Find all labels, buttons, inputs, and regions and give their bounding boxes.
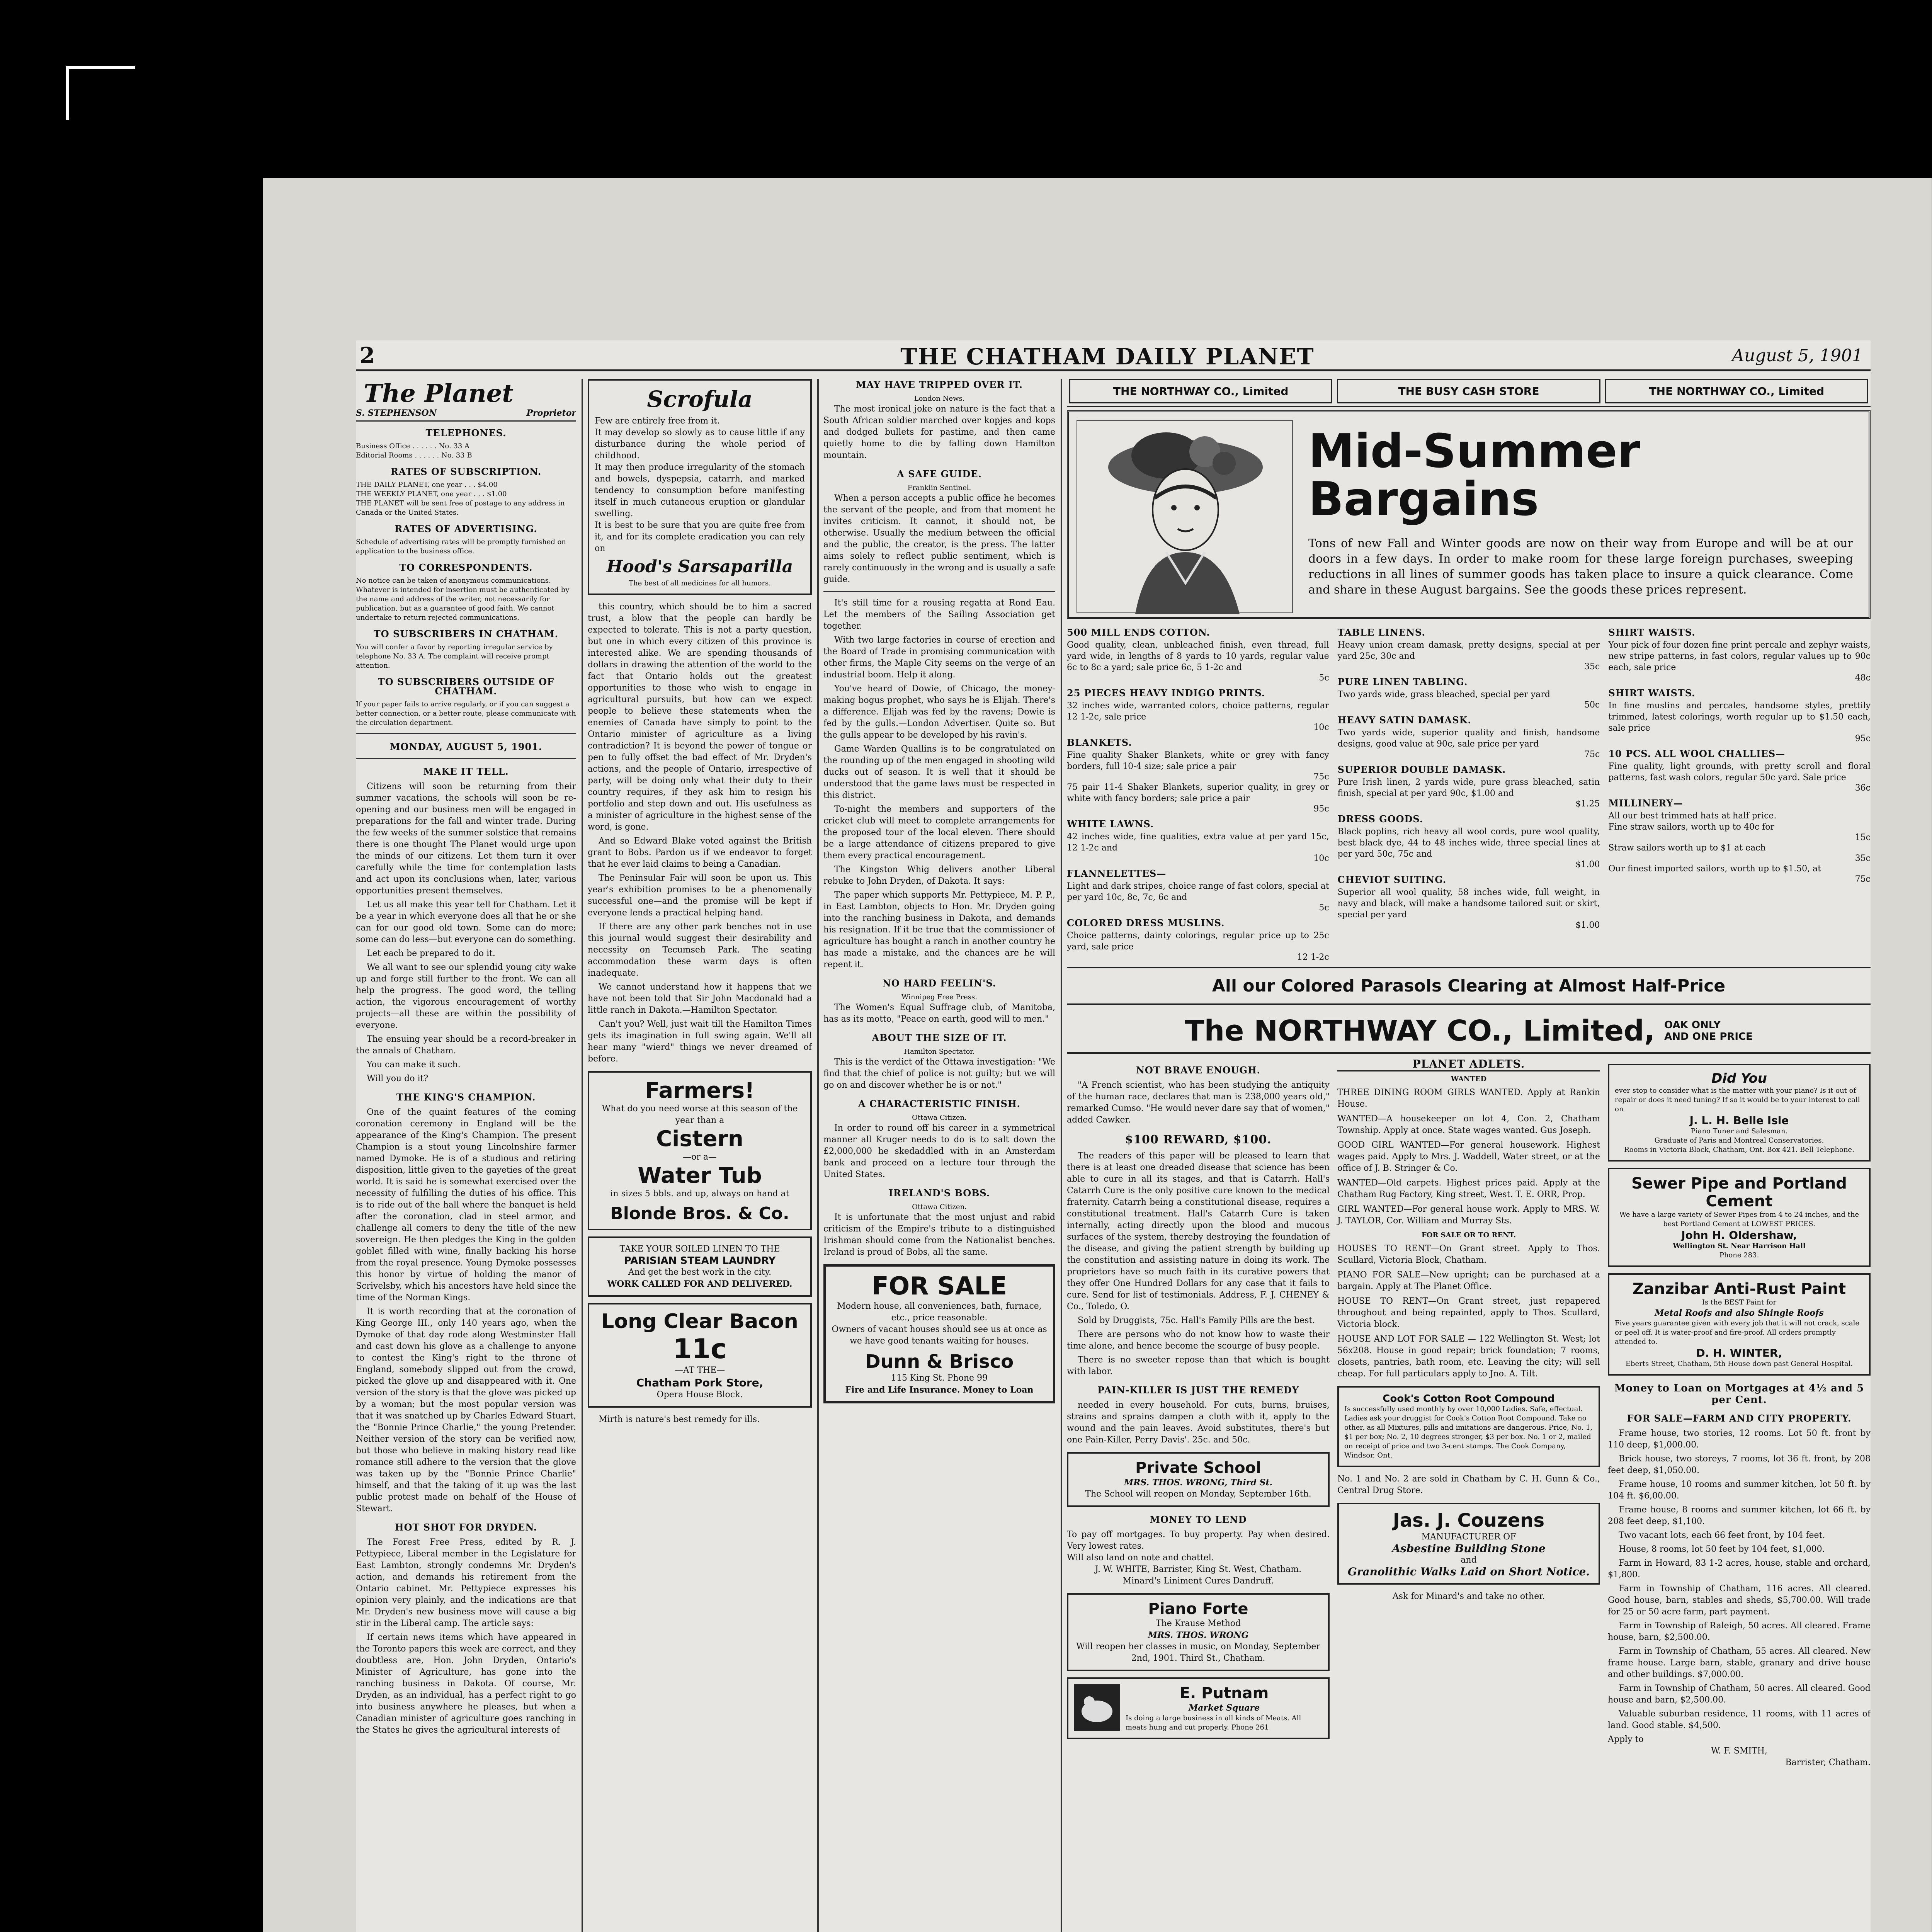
item-text: Good quality, clean, unbleached finish, even thread, full yard wide, in lengths of 8 yards to 10 yards, regular value 6c to 8c a yard; sale price 6c, 5 1-2c and: [1067, 640, 1329, 672]
divider: [823, 591, 1055, 592]
article-paragraph: It is unfortunate that the most unjust and rabid criticism of the Empire's tribute to a distinguished Irishman should come from the Nationalist benches. Ireland is proud of Bobs, all the same.: [823, 1213, 1055, 1257]
article-paragraph: If certain news items which have appeared in the Toronto papers this week are correct, and they doubtless are, Hon. John Dryden, Ontario's Minister of Agriculture, has gone into the ranching business in Dakota. Of course, Mr. Dryden, as an individual, has a perfect right to go into business anywhere he pleases, but when a Canadian minister of agriculture goes ranching in the States he gives the agricultural interests of: [356, 1633, 576, 1735]
article-heading: FOR SALE—FARM AND CITY PROPERTY.: [1627, 1413, 1852, 1424]
telephones-heading: TELEPHONES.: [425, 427, 507, 439]
crop-mark-top-left: [66, 66, 135, 120]
column-rule: [1061, 379, 1062, 1932]
item-price: 10c: [1313, 723, 1329, 732]
sewer-pipe-ad: [1608, 1168, 1871, 1267]
ad-text: Rooms in Victoria Block, Chatham, Ont. Box 421. Bell Telephone.: [1624, 1146, 1854, 1154]
item-price: 35c: [1855, 854, 1871, 863]
ad-text: Market Square: [1188, 1703, 1260, 1713]
article-paragraph: Will you do it?: [367, 1074, 429, 1083]
article-paragraph: To-night the members and supporters of the cricket club will meet to complete arrangements for the proposed tour of the local eleven. There should be a large attendance of citizens prepared to give them every practical encouragement.: [823, 804, 1055, 861]
article-paragraph: This is the verdict of the Ottawa investigation: "We find that the chief of police is not guilty; but we will go on and discover whether he is or not.": [823, 1057, 1055, 1090]
item-text: 32 inches wide, warranted colors, choice patterns, regular 12 1-2c, sale price: [1067, 701, 1329, 722]
column-three: [823, 379, 1055, 1932]
ad-text: To pay off mortgages. To buy property. Pay when desired. Very lowest rates.: [1067, 1530, 1330, 1551]
putnam-text: [1126, 1684, 1323, 1732]
item-price: 75c: [1584, 750, 1600, 759]
column-editorial: [356, 379, 576, 1932]
northway-tagline: [1664, 1019, 1753, 1043]
ad-text: Metal Roofs and also Shingle Roofs: [1655, 1308, 1824, 1318]
ad-text: TAKE YOUR SOILED LINEN TO THE: [619, 1244, 780, 1254]
adlets-subheading: WANTED: [1451, 1075, 1487, 1083]
article-source: Franklin Sentinel.: [907, 484, 971, 492]
ad-text: Modern house, all conveniences, bath, furnace, etc., price reasonable.: [837, 1301, 1042, 1323]
ad-text: It may develop so slowly as to cause little if any disturbance during the whole period of childhood.: [595, 428, 805, 461]
item-price: 95c: [1313, 804, 1329, 814]
item-heading: 500 MILL ENDS COTTON.: [1067, 627, 1210, 638]
ad-title: Long Clear Bacon: [601, 1310, 798, 1333]
ad-text: J. W. WHITE, Barrister, King St. West, Chatham.: [1095, 1565, 1302, 1574]
adlet: GIRL WANTED—For general house work. Apply to MRS. W. J. TAYLOR, Cor. William and Murray Sts.: [1337, 1204, 1600, 1226]
ad-text: ever stop to consider what is the matter with your piano? Is it out of repair or does it need tuning? If so it would be to your interest to call on: [1615, 1087, 1860, 1113]
ad-text: Is doing a large business in all kinds of Meats. All meats hung and cut properly. Phone 261: [1126, 1714, 1301, 1731]
property-listing: Brick house, two storeys, 7 rooms, lot 36 ft. front, by 208 feet deep, $1,050.00.: [1608, 1454, 1871, 1475]
item-text: Light and dark stripes, choice range of fast colors, special at per yard 10c, 8c, 7c, 6c and: [1067, 881, 1329, 902]
article-paragraph: The readers of this paper will be pleased to learn that there is at least one dreaded disease that science has been able to cure in all its stages, and that is Catarrh. Hall's Catarrh Cure is the only positive cure known to the medical fraternity. Catarrh being a constitutional disease, requires a constitutional treatment. Hall's Catarrh Cure is taken internally, acting directly upon the blood and mucous surfaces of the system, thereby destroying the foundation of the disease, and giving the patient strength by building up the constitution and assisting nature in doing its work. The proprietors have so much faith in its curative powers that they offer One Hundred Dollars for any case that it fails to cure. Send for list of testimonials. Address, F. J. CHENEY & Co., Toledo, O.: [1067, 1151, 1330, 1311]
tel-editorial: Editorial Rooms . . . . . . No. 33 B: [356, 451, 472, 459]
article-paragraph: With two large factories in course of erection and the Board of Trade in promising communication with other firms, the Maple City seems on the verge of an industrial boom. Help it along.: [823, 635, 1055, 680]
publisher-name: S. STEPHENSON: [356, 408, 437, 418]
article-heading: Money to Loan on Mortgages at 4½ and 5 per Cent.: [1614, 1383, 1864, 1406]
article-paragraph: And so Edward Blake voted against the British grant to Bobs. Pardon us if we endeavor to forget that he ever laid claims to being a Canadian.: [588, 836, 812, 869]
article-paragraph: Sold by Druggists, 75c. Hall's Family Pills are the best.: [1078, 1316, 1315, 1325]
article-paragraph: Citizens will soon be returning from their summer vacations, the schools will soon be re-opening and our business men will be engaged in preparations for the fall and winter trade. During the few weeks of the summer solstice that remains there is one thought The Planet would urge upon the minds of our citizens. Let them turn it over carefully while the time for contemplation lasts and act upon its conclusions when, later, various opportunities present themselves.: [356, 782, 576, 896]
correspondents-note: No notice can be taken of anonymous communications. Whatever is intended for insertion must be authenticated by the name and address of the writer, not necessarily for publication, but as a guarantee of good faith. We cannot undertake to return rejected communications.: [356, 577, 570, 622]
ad-title: Zanzibar Anti-Rust Paint: [1632, 1280, 1846, 1298]
property-listing: Farm in Township of Raleigh, 50 acres. All cleared. Frame house, barn, $2,500.00.: [1608, 1621, 1871, 1642]
item-price: 5c: [1319, 903, 1329, 913]
article-paragraph: We all want to see our splendid young city wake up and forge still further to the front. We can all help the progress. The good word, the telling action, the vigorous encouragement of worthy projects—all these are within the possibility of everyone.: [356, 963, 576, 1030]
correspondents-heading: TO CORRESPONDENTS.: [399, 562, 533, 573]
ad-company: D. H. WINTER,: [1696, 1347, 1782, 1359]
item-heading: 25 PIECES HEAVY INDIGO PRINTS.: [1067, 687, 1265, 699]
article-heading: MONEY TO LEND: [1150, 1514, 1247, 1525]
laundry-ad: [588, 1236, 812, 1297]
item-text: Two yards wide, grass bleached, special per yard: [1337, 690, 1550, 699]
ad-title: Jas. J. Couzens: [1393, 1510, 1545, 1531]
adlet: HOUSE AND LOT FOR SALE — 122 Wellington St. West; lot 56x208. House in good repair; brick foundation; 7 rooms, closets, pantries, bath room, etc. Leaving the city; will sell cheap. For full particulars apply to Jno. A. Tilt.: [1337, 1334, 1600, 1379]
ad-text: 115 King St. Phone 99: [891, 1373, 988, 1383]
article-paragraph: "A French scientist, who has been studying the antiquity of the human race, declares that man is 238,000 years old," remarked Cumso. "He would never dare say that of women," added Cawker.: [1067, 1080, 1330, 1125]
bargain-column: [1338, 622, 1600, 962]
ad-text: We have a large variety of Sewer Pipes from 4 to 24 inches, and the best Portland Cement at LOWEST PRICES.: [1619, 1211, 1859, 1228]
bargain-column: [1067, 622, 1329, 962]
outside-subscribers-note: If your paper fails to arrive regularly, or if you can suggest a better connection, or a better route, please communicate with the circulation department.: [356, 700, 576, 727]
item-text: Heavy union cream damask, pretty designs, special at per yard 25c, 30c and: [1337, 640, 1600, 661]
adlet: THREE DINING ROOM GIRLS WANTED. Apply at Rankin House.: [1337, 1088, 1600, 1109]
adlet: WANTED—A housekeeper on lot 4, Con. 2, Chatham Township. Apply at once. State wages wanted. Gus Joseph.: [1337, 1114, 1600, 1135]
item-text: 75 pair 11-4 Shaker Blankets, superior quality, in grey or white with fancy borders; sale price a pair: [1067, 782, 1329, 803]
item-text: Fine straw sailors, worth up to 40c for: [1608, 822, 1775, 832]
for-sale-ad: [823, 1264, 1055, 1403]
divider: [356, 733, 576, 734]
paper-name: The Planet: [364, 379, 514, 408]
parasols-banner: All our Colored Parasols Clearing at Almost Half-Price: [1067, 967, 1871, 1005]
item-heading: CHEVIOT SUITING.: [1337, 874, 1447, 885]
ad-text: Wellington St. Near Harrison Hall: [1673, 1242, 1806, 1250]
article-paragraph: The Forest Free Press, edited by R. J. Pettypiece, Liberal member in the Legislature for East Lambton, strongly condemns Mr. Dryden's action, and demands his retirement from the Ontario cabinet. Mr. Pettypiece expresses his opinion very plainly, and the indications are that Mr. Dryden's new business move will cause a big stir in the Liberal camp. The article says:: [356, 1537, 576, 1628]
article-source: Ottawa Citizen.: [912, 1203, 967, 1211]
northway-tab: THE BUSY CASH STORE: [1337, 379, 1600, 403]
lower-columns: [1067, 1058, 1871, 1769]
putnam-ad: [1067, 1677, 1330, 1739]
northway-header: [1067, 379, 1871, 407]
item-price: 48c: [1855, 673, 1871, 683]
zanzibar-ad: [1608, 1273, 1871, 1376]
property-listing: Frame house, 10 rooms and summer kitchen, lot 50 ft. by 104 ft. $6,00.00.: [1608, 1480, 1871, 1501]
newspaper-title: THE CHATHAM DAILY PLANET: [900, 344, 1315, 370]
adlet: WANTED—Old carpets. Highest prices paid. Apply at the Chatham Rug Factory, King street, West. T. E. ORR, Prop.: [1337, 1178, 1600, 1199]
adlet: HOUSES TO RENT—On Grant street. Apply to Thos. Scullard, Victoria Block, Chatham.: [1337, 1244, 1600, 1265]
property-listing: Frame house, 8 rooms and summer kitchen, lot 66 ft. by 208 feet deep, $1,100.: [1608, 1505, 1871, 1526]
ad-text: It may then produce irregularity of the stomach and bowels, dyspepsia, catarrh, and marked tendency to consumption before manifesting itself in much cutaneous eruption or glandular swelling.: [595, 463, 805, 519]
article-paragraph: It is worth recording that at the coronation of King George III., only 140 years ago, when the Dymoke of that day rode along Westminster Hall and cast down his glove as a challenge to anyone to contest the King's right to the throne of England, somebody slipped out from the crowd, picked the glove up and disappeared with it. One version of the story is that the glove was picked up by a woman; but the most popular version was that it was snatched up by Charles Edward Stuart, the "Bonnie Prince Charlie," the young Pretender. Neither version of the story can be verified now, but those who believe in making history read like romance still adhere to the version that the glove was taken up by the "Bonnie Prince Charlie" himself, and that the taking of it up was the last public protest made on behalf of the House of Stewart.: [356, 1307, 576, 1514]
ad-product: Hood's Sarsaparilla: [606, 557, 793, 577]
ad-text: Phone 283.: [1719, 1251, 1759, 1259]
item-heading: FLANNELETTES—: [1067, 868, 1167, 879]
article-heading: NOT BRAVE ENOUGH.: [1136, 1065, 1261, 1076]
ad-price: 11c: [673, 1333, 727, 1365]
item-text: Black poplins, rich heavy all wool cords, pure wool quality, best black dye, 44 to 48 inches wide, three special lines at per yard 50c, 75c and: [1337, 827, 1600, 859]
ad-text: Is successfully used monthly by over 10,000 Ladies. Safe, effectual. Ladies ask your druggist for Cook's Cotton Root Compound. Take no other, as all Mixtures, pills and imitations are dangerous. Price, No. 1, $1 per box; No. 2, 10 degrees stronger, $3 per box. No. 1 or 2, mailed on receipt of price and two 3-cent stamps. The Cook Company, Windsor, Ont.: [1344, 1405, 1593, 1459]
item-text: All our best trimmed hats at half price.: [1608, 811, 1777, 821]
lower-column-adlets: [1337, 1058, 1600, 1769]
ad-text: Owners of vacant houses should see us at once as we have good tenants waiting for houses.: [832, 1325, 1047, 1346]
ad-company: PARISIAN STEAM LAUNDRY: [624, 1255, 776, 1267]
item-text: Superior all wool quality, 58 inches wide, full weight, in navy and black, will make a handsome tailored suit or skirt, special per yard: [1337, 888, 1600, 920]
northway-name: The NORTHWAY CO., Limited,: [1185, 1014, 1655, 1048]
article-heading: A CHARACTERISTIC FINISH.: [858, 1098, 1021, 1109]
property-listing: Farm in Howard, 83 1-2 acres, house, stable and orchard, $1,800.: [1608, 1558, 1871, 1580]
couzens-ad: [1337, 1503, 1600, 1585]
item-heading: HEAVY SATIN DAMASK.: [1337, 714, 1471, 726]
adlets-heading: PLANET ADLETS.: [1337, 1058, 1600, 1071]
ad-text: WORK CALLED FOR AND DELIVERED.: [607, 1279, 793, 1289]
item-text: Two yards wide, superior quality and finish, handsome designs, good value at 90c, sale price per yard: [1337, 728, 1600, 749]
item-heading: COLORED DRESS MUSLINS.: [1067, 917, 1225, 929]
column-rule: [817, 379, 819, 1932]
item-price: 50c: [1584, 700, 1600, 710]
ad-company: Chatham Pork Store,: [636, 1376, 764, 1389]
ad-product: Cistern: [656, 1126, 743, 1151]
newspaper-page: [356, 340, 1871, 1932]
adlet: GOOD GIRL WANTED—For general housework. Highest wages paid. Apply to Mrs. J. Waddell, Water street, or at the office of J. B. Stringer & Co.: [1337, 1140, 1600, 1173]
ad-title: E. Putnam: [1179, 1684, 1269, 1702]
ad-text: —or a—: [683, 1152, 717, 1162]
publisher-line: [356, 408, 576, 422]
ad-company: Dunn & Brisco: [865, 1351, 1014, 1372]
item-price: 15c: [1855, 833, 1871, 842]
item-price: $1.00: [1575, 860, 1600, 869]
lower-column-property: [1608, 1058, 1871, 1769]
farmers-ad: [588, 1071, 812, 1230]
article-paragraph: The Women's Equal Suffrage club, of Manitoba, has as its motto, "Peace on earth, good will to men.": [823, 1003, 1055, 1024]
item-text: Pure Irish linen, 2 yards wide, pure grass bleached, satin finish, special at per yard 90c, $1.00 and: [1337, 777, 1600, 798]
item-price: 5c: [1319, 673, 1329, 683]
property-listing: Farm in Township of Chatham, 116 acres. All cleared. Good house, barn, stables and sheds, $5,700.00. Will trade for 25 or 50 acre farm, part payment.: [1608, 1584, 1871, 1617]
article-paragraph: needed in every household. For cuts, burns, bruises, strains and sprains dampen a cloth with it, apply to the wound and the pain leaves. Avoid substitutes, there's but one Pain-Killer, Perry Davis'. 25c. and 50c.: [1067, 1400, 1330, 1445]
adlets-subheading: FOR SALE OR TO RENT.: [1421, 1231, 1516, 1239]
property-contact: W. F. SMITH,: [1711, 1746, 1767, 1756]
dateline: MONDAY, AUGUST 5, 1901.: [389, 741, 543, 752]
ad-text: It is best to be sure that you are quite free from it, and for its complete eradication you can rely on: [595, 520, 805, 553]
ad-text: MANUFACTURER OF: [1421, 1532, 1516, 1542]
article-paragraph: There are persons who do not know how to waste their time alone, and hence become the scourge of busy people.: [1067, 1330, 1330, 1351]
property-listing: House, 8 rooms, lot 50 feet by 104 feet, $1,000.: [1619, 1544, 1825, 1554]
ad-product: Water Tub: [638, 1163, 762, 1188]
ad-text: —AT THE—: [674, 1366, 725, 1375]
ad-text: Granolithic Walks Laid on Short Notice.: [1347, 1565, 1590, 1578]
article-paragraph: It's still time for a rousing regatta at Rond Eau. Let the members of the Sailing Association get together.: [823, 598, 1055, 631]
item-heading: MILLINERY—: [1608, 798, 1683, 809]
article-paragraph: The ensuing year should be a record-breaker in the annals of Chatham.: [356, 1034, 576, 1056]
advertising-note: Schedule of advertising rates will be promptly furnished on application to the business office.: [356, 538, 566, 555]
rates-note: THE PLANET will be sent free of postage to any address in Canada or the United States.: [356, 499, 565, 517]
midsummer-title: Mid-Summer Bargains: [1308, 425, 1640, 526]
ad-text: MRS. THOS. WRONG, Third St.: [1124, 1478, 1273, 1488]
ad-text: Eberts Street, Chatham, 5th House down past General Hospital.: [1625, 1360, 1853, 1368]
ad-text: Minard's Liniment Cures Dandruff.: [1122, 1576, 1274, 1586]
article-paragraph: Can't you? Well, just wait till the Hamilton Times gets its imagination in full swing again. We'll all hear many "wierd" things we never dreamed of before.: [588, 1019, 812, 1064]
ad-title: Scrofula: [647, 386, 753, 412]
subscribers-note: You will confer a favor by reporting irregular service by telephone No. 33 A. The complaint will receive prompt attention.: [356, 643, 553, 670]
article-paragraph: The Kingston Whig delivers another Liberal rebuke to John Dryden, of Dakota. It says:: [823, 865, 1055, 886]
ad-title: FOR SALE: [872, 1272, 1007, 1301]
tagline-line: AND ONE PRICE: [1664, 1031, 1753, 1043]
masthead: [356, 340, 1871, 371]
lady-portrait-illustration: [1077, 420, 1293, 613]
article-paragraph: We cannot understand how it happens that we have not been told that Sir John Macdonald had a little ranch in Dakota.—Hamilton Spectator.: [588, 982, 812, 1015]
article-source: London News.: [914, 395, 965, 403]
newspaper-sheet: [263, 178, 1932, 1932]
item-text: Straw sailors worth up to $1 at each: [1608, 843, 1766, 853]
bargain-column: [1608, 622, 1871, 962]
item-text: Fine quality, light grounds, with pretty scroll and floral patterns, fast wash colors, regular 50c yard. Sale price: [1608, 762, 1871, 782]
article-source: Ottawa Citizen.: [912, 1114, 967, 1122]
item-text: In fine muslins and percales, handsome styles, prettily trimmed, latest colorings, worth regular up to $1.50 each, sale price: [1608, 701, 1871, 733]
divider: [356, 758, 576, 759]
ad-text: The School will reopen on Monday, September 16th.: [1085, 1489, 1311, 1499]
ad-title: Sewer Pipe and Portland Cement: [1631, 1175, 1847, 1210]
ad-company: J. L. H. Belle Isle: [1689, 1114, 1789, 1127]
article-paragraph: You can make it such.: [367, 1060, 461, 1070]
property-contact: Apply to: [1608, 1735, 1644, 1744]
item-heading: 10 PCS. ALL WOOL CHALLIES—: [1608, 748, 1786, 759]
ad-title: Did You: [1711, 1071, 1767, 1086]
filler-line: Ask for Minard's and take no other.: [1392, 1592, 1545, 1601]
item-heading: SUPERIOR DOUBLE DAMASK.: [1337, 764, 1506, 775]
column-rule: [582, 379, 583, 1932]
article-heading: $100 REWARD, $100.: [1125, 1133, 1272, 1146]
item-text: Your pick of four dozen fine print percale and zephyr waists, new stripe patterns, in fast colors, regular values up to 90c each, sale price: [1608, 640, 1871, 672]
property-listing: Frame house, two stories, 12 rooms. Lot 50 ft. front by 110 deep, $1,000.00.: [1608, 1429, 1871, 1450]
article-heading: MAY HAVE TRIPPED OVER IT.: [856, 379, 1023, 390]
ad-text: Opera House Block.: [656, 1390, 743, 1400]
article-paragraph: One of the quaint features of the coming coronation ceremony in England will be the appearance of the King's Champion. The present Champion is a stout young Lincolnshire farmer named Dymoke. He is of a studious and retiring disposition, little given to the gayeties of the great world. It is said he is somewhat exercised over the necessity of fulfilling the duties of his office. This is to ride out of the hall where the banquet is held after the coronation, clad in steel armor, and challenge all comers to deny the title of the new sovereign. He then pledges the King in the golden goblet filled with wine, finally backing his horse from the royal presence. Young Dymoke possesses this honor by virtue of holding the manor of Scrivelsby, which his ancestors have held since the time of the Norman Kings.: [356, 1107, 576, 1303]
article-paragraph: this country, which should be to him a sacred trust, a blow that the people can hardly be expected to tolerate. This is not a party question, but one in which every citizen of this province is interested alike. We are spending thousands of dollars in drawing the attention of the world to the fact that Ontario holds out the greatest opportunities to those who wish to engage in agricultural pursuits, but how can we expect people to believe these statements when the enemies of Canada have simply to point to the Ontario minister of agriculture as a living contradiction? It is beyond the power of tongue or pen to fully offset the bad effect of Mr. Dryden's actions, and the people of Ontario, irrespective of party, will be doing only what their duty to their country requires, if they ask him to resign his portfolio and step down and out. His usefulness as a minister of agriculture in the highest sense of the word, is gone.: [588, 602, 812, 832]
cook-ad: [1337, 1386, 1600, 1467]
item-heading: SHIRT WAISTS.: [1608, 627, 1696, 638]
rates-heading: RATES OF SUBSCRIPTION.: [390, 466, 542, 477]
item-heading: DRESS GOODS.: [1337, 813, 1423, 825]
article-heading: ABOUT THE SIZE OF IT.: [872, 1032, 1007, 1043]
property-listing: Farm in Township of Chatham, 55 acres. All cleared. New frame house. Large barn, stable, granary and drive house and other buildings. $7,000.00.: [1608, 1646, 1871, 1679]
ad-tagline: The best of all medicines for all humors.: [628, 579, 771, 587]
ad-text: in sizes 5 bbls. and up, always on hand at: [610, 1189, 789, 1199]
ad-title: Private School: [1135, 1459, 1261, 1477]
piano-ad: [1067, 1593, 1330, 1671]
item-text: Our finest imported sailors, worth up to $1.50, at: [1608, 864, 1821, 874]
item-price: $1.00: [1575, 920, 1600, 930]
ad-text: Few are entirely free from it.: [595, 416, 720, 426]
article-paragraph: If there are any other park benches not in use this journal would suggest their desirability and necessity on Tecumseh Park. The seating accommodation these warm days is often inadequate.: [588, 922, 812, 978]
item-text: 42 inches wide, fine qualities, extra value at per yard 15c, 12 1-2c and: [1067, 832, 1329, 853]
item-heading: TABLE LINENS.: [1337, 627, 1425, 638]
article-heading: IRELAND'S BOBS.: [888, 1187, 990, 1199]
rate-weekly: THE WEEKLY PLANET, one year . . . $1.00: [356, 490, 507, 498]
adlet: HOUSE TO RENT—On Grant street, just repapered throughout and being repainted, apply to Thos. Scullard, Victoria block.: [1337, 1296, 1600, 1329]
lower-column-misc: [1067, 1058, 1330, 1769]
piano-tuner-ad: [1608, 1064, 1871, 1162]
article-heading: HOT SHOT FOR DRYDEN.: [395, 1522, 537, 1533]
article-paragraph: When a person accepts a public office he becomes the servant of the people, and from that moment he invites criticism. It cannot, it should not, be otherwise. Usually the medium between the official and the public, the creator, is the press. The latter aims solely to reflect public sentiment, which is rarely continuously in the wrong and is usually a safe guide.: [823, 493, 1055, 584]
ad-text: The Krause Method: [1155, 1619, 1241, 1628]
property-listing: Two vacant lots, each 66 feet front, by 104 feet.: [1619, 1531, 1825, 1540]
adlet: No. 1 and No. 2 are sold in Chatham by C. H. Gunn & Co., Central Drug Store.: [1337, 1474, 1600, 1495]
bacon-ad: [588, 1303, 812, 1408]
article-paragraph: Let each be prepared to do it.: [367, 949, 495, 958]
article-paragraph: In order to round off his career in a symmetrical manner all Kruger needs to do is to salt down the £2,000,000 he skedaddled with in an Amsterdam bank and proceed on a lecture tour through the United States.: [823, 1123, 1055, 1179]
private-school-ad: [1067, 1452, 1330, 1507]
article-source: Hamilton Spectator.: [904, 1048, 975, 1056]
article-paragraph: Let us all make this year tell for Chatham. Let it be a year in which everyone does all that he or she can for our good old town. Some can do more; some can do less—but everyone can do something.: [356, 900, 576, 944]
ad-text: Fire and Life Insurance. Money to Loan: [845, 1385, 1034, 1395]
item-price: 95c: [1855, 734, 1871, 743]
article-heading: A SAFE GUIDE.: [897, 468, 982, 480]
property-listing: Farm in Township of Chatham, 50 acres. All cleared. Good house and barn, $2,500.00.: [1608, 1684, 1871, 1705]
ad-company: Blonde Bros. & Co.: [610, 1204, 789, 1223]
ad-text: And get the best work in the city.: [628, 1267, 772, 1277]
northway-tab: THE NORTHWAY CO., Limited: [1605, 379, 1868, 403]
bull-icon: [1074, 1684, 1120, 1732]
item-heading: PURE LINEN TABLING.: [1337, 676, 1468, 687]
scrofula-ad: [588, 379, 812, 595]
item-price: 36c: [1855, 783, 1871, 793]
article-paragraph: Game Warden Quallins is to be congratulated on the rounding up of the men engaged in shooting wild ducks out of season. It is well that it should be understood that the game laws must be respected in this district.: [823, 744, 1055, 800]
ad-company: John H. Oldershaw,: [1681, 1229, 1797, 1242]
bargain-listings: [1067, 622, 1871, 962]
publisher-role: Proprietor: [526, 408, 576, 418]
ad-text: Five years guarantee given with every job that it will not crack, scale or peel off. It is water-proof and fire-proof. All orders promptly attended to.: [1615, 1319, 1860, 1346]
ad-text: Will reopen her classes in music, on Monday, September 2nd, 1901. Third St., Chatham.: [1076, 1642, 1320, 1663]
outside-subscribers-heading: TO SUBSCRIBERS OUTSIDE OF CHATHAM.: [378, 676, 554, 697]
midsummer-banner: [1067, 410, 1871, 619]
ad-text: MRS. THOS. WRONG: [1148, 1630, 1249, 1640]
item-heading: BLANKETS.: [1067, 737, 1132, 748]
rate-daily: THE DAILY PLANET, one year . . . $4.00: [356, 481, 498, 489]
ad-title: Farmers!: [645, 1078, 755, 1103]
article-heading: MAKE IT TELL.: [423, 766, 509, 777]
ad-text: and: [1461, 1555, 1477, 1565]
page-number: 2: [360, 343, 375, 368]
article-source: Winnipeg Free Press.: [901, 993, 977, 1001]
item-heading: SHIRT WAISTS.: [1608, 687, 1696, 699]
article-paragraph: The Peninsular Fair will soon be upon us. This year's exhibition promises to be a phenomenally successful one—and the promise will be kept if everyone lends a practical helping hand.: [588, 873, 812, 918]
item-price: 10c: [1313, 854, 1329, 863]
advertising-heading: RATES OF ADVERTISING.: [395, 523, 537, 534]
ad-text: Asbestine Building Stone: [1392, 1542, 1546, 1555]
ad-text: Is the BEST Paint for: [1702, 1298, 1777, 1306]
northway-tab: THE NORTHWAY CO., Limited: [1069, 379, 1332, 403]
item-price: $1.25: [1575, 799, 1600, 809]
adlet: PIANO FOR SALE—New upright; can be purchased at a bargain. Apply at The Planet Office.: [1337, 1270, 1600, 1291]
article-paragraph: You've heard of Dowie, of Chicago, the money-making bogus prophet, who says he is Elijah. There's a difference. Elijah was fed by the ravens; Dowie is fed by the gulls.—London Advertiser. Quite so. But the gulls appear to be developed by his ravin's.: [823, 684, 1055, 740]
tel-business: Business Office . . . . . . No. 33 A: [356, 442, 470, 450]
column-two: [588, 379, 812, 1932]
item-text: Choice patterns, dainty colorings, regular price up to 25c yard, sale price: [1067, 931, 1329, 952]
ad-title: Piano Forte: [1148, 1600, 1248, 1618]
property-contact: Barrister, Chatham.: [1785, 1758, 1871, 1767]
ad-text: Piano Tuner and Salesman.: [1690, 1127, 1788, 1135]
filler-line: Mirth is nature's best remedy for ills.: [599, 1415, 760, 1424]
item-price: 75c: [1855, 874, 1871, 884]
ad-text: Will also land on note and chattel.: [1067, 1553, 1214, 1563]
article-paragraph: There is no sweeter repose than that which is bought with labor.: [1067, 1355, 1330, 1376]
midsummer-text: Tons of new Fall and Winter goods are now on their way from Europe and will be at our doors in a few days. In order to make room for these large foreign purchases, sweeping reductions in all lines of summer goods has taken place to insure a quick clearance. Come and share in these August bargains. See the goods these prices represent.: [1308, 537, 1853, 597]
ad-text: Graduate of Paris and Montreal Conservatories.: [1654, 1136, 1824, 1145]
ad-text: What do you need worse at this season of the year than a: [602, 1104, 798, 1125]
subscribers-heading: TO SUBSCRIBERS IN CHATHAM.: [373, 628, 559, 639]
item-price: 75c: [1313, 772, 1329, 782]
article-quote: The paper which supports Mr. Pettypiece, M. P. P., in East Lambton, objects to Hon. Mr. Dryden going into the ranching business in Dakota, and demands his resignation. If it be true that the commissioner of agriculture has bought a ranch in another country he has made a mistake, and the chances are he will repent it.: [823, 890, 1055, 969]
item-price: 12 1-2c: [1297, 952, 1329, 962]
tagline-line: OAK ONLY: [1664, 1019, 1721, 1031]
item-text: Fine quality Shaker Blankets, white or grey with fancy borders, full 10-4 size; sale price a pair: [1067, 750, 1329, 771]
issue-date: August 5, 1901: [1732, 346, 1863, 366]
northway-banner: [1067, 1010, 1871, 1054]
column-northway: [1067, 379, 1871, 1932]
article-heading: THE KING'S CHAMPION.: [396, 1092, 536, 1103]
item-price: 35c: [1584, 662, 1600, 672]
article-heading: NO HARD FEELIN'S.: [882, 978, 997, 989]
property-listing: Valuable suburban residence, 11 rooms, with 11 acres of land. Good stable. $4,500.: [1608, 1709, 1871, 1730]
item-heading: WHITE LAWNS.: [1067, 818, 1154, 830]
article-paragraph: The most ironical joke on nature is the fact that a South African soldier marched over kopjes and kops and dodged bullets for pastime, and then came quietly home to die by falling down Hamilton mountain.: [823, 404, 1055, 460]
ad-title: Cook's Cotton Root Compound: [1383, 1393, 1555, 1405]
article-heading: PAIN-KILLER IS JUST THE REMEDY: [1097, 1384, 1299, 1396]
